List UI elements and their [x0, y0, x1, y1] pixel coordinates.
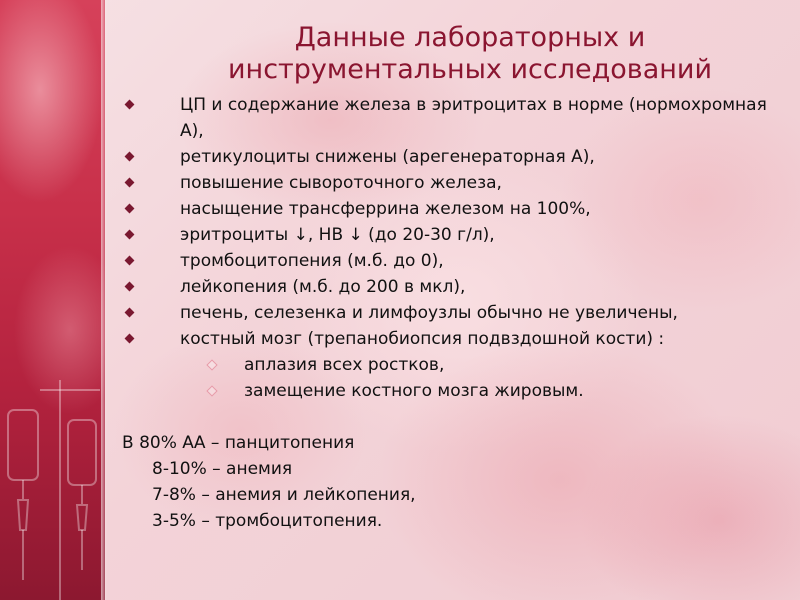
- panel-edge-highlight: [101, 0, 107, 600]
- list-item-text: тромбоцитопения (м.б. до 0),: [180, 251, 444, 271]
- sub-list-item: [122, 352, 782, 378]
- hollow-diamond-bullet-icon: [206, 385, 217, 396]
- statistics-line: 8-10% – анемия: [152, 459, 293, 479]
- diamond-bullet-icon: [125, 256, 135, 266]
- sub-list-item-text: аплазия всех ростков,: [244, 355, 445, 375]
- slide-content: [122, 92, 782, 534]
- list-item-text: насыщение трансферрина железом на 100%,: [180, 199, 591, 219]
- slide-title: [160, 22, 780, 86]
- diamond-bullet-icon: [125, 230, 135, 240]
- list-item-text: ретикулоциты снижены (арегенераторная А),: [180, 147, 595, 167]
- list-item: [122, 326, 782, 352]
- statistics-block: [122, 430, 782, 534]
- list-item-text: лейкопения (м.б. до 200 в мкл),: [180, 277, 466, 297]
- diamond-bullet-icon: [125, 178, 135, 188]
- diamond-bullet-icon: [125, 152, 135, 162]
- statistics-heading: В 80% АА – панцитопения: [122, 433, 355, 453]
- list-item: [122, 196, 782, 222]
- list-item: [122, 248, 782, 274]
- list-item-text: костный мозг (трепанобиопсия подвздошной кости) :: [180, 329, 665, 349]
- statistics-line: 7-8% – анемия и лейкопения,: [152, 485, 416, 505]
- diamond-bullet-icon: [125, 100, 135, 110]
- diamond-bullet-icon: [125, 308, 135, 318]
- statistics-line: 3-5% – тромбоцитопения.: [152, 511, 383, 531]
- findings-list: [122, 92, 782, 352]
- sub-list-item-text: замещение костного мозга жировым.: [244, 381, 584, 401]
- list-item-text: повышение сывороточного железа,: [180, 173, 502, 193]
- hollow-diamond-bullet-icon: [206, 359, 217, 370]
- slide-title-line-2: инструментальных исследований: [228, 54, 712, 85]
- diamond-bullet-icon: [125, 204, 135, 214]
- list-item: [122, 92, 782, 144]
- bone-marrow-sublist: [122, 352, 782, 404]
- list-item: [122, 300, 782, 326]
- diamond-bullet-icon: [125, 334, 135, 344]
- list-item-text: ЦП и содержание железа в эритроцитах в норме (нормохромная А),: [180, 95, 767, 141]
- iv-drip-bags-image: [0, 380, 105, 600]
- diamond-bullet-icon: [125, 282, 135, 292]
- list-item: [122, 144, 782, 170]
- list-item: [122, 274, 782, 300]
- sub-list-item: [122, 378, 782, 404]
- left-decorative-panel: [0, 0, 105, 600]
- list-item: [122, 222, 782, 248]
- list-item-text: печень, селезенка и лимфоузлы обычно не увеличены,: [180, 303, 678, 323]
- list-item-text: эритроциты ↓, НВ ↓ (до 20-30 г/л),: [180, 225, 495, 245]
- slide-title-line-1: Данные лабораторных и: [294, 22, 646, 53]
- list-item: [122, 170, 782, 196]
